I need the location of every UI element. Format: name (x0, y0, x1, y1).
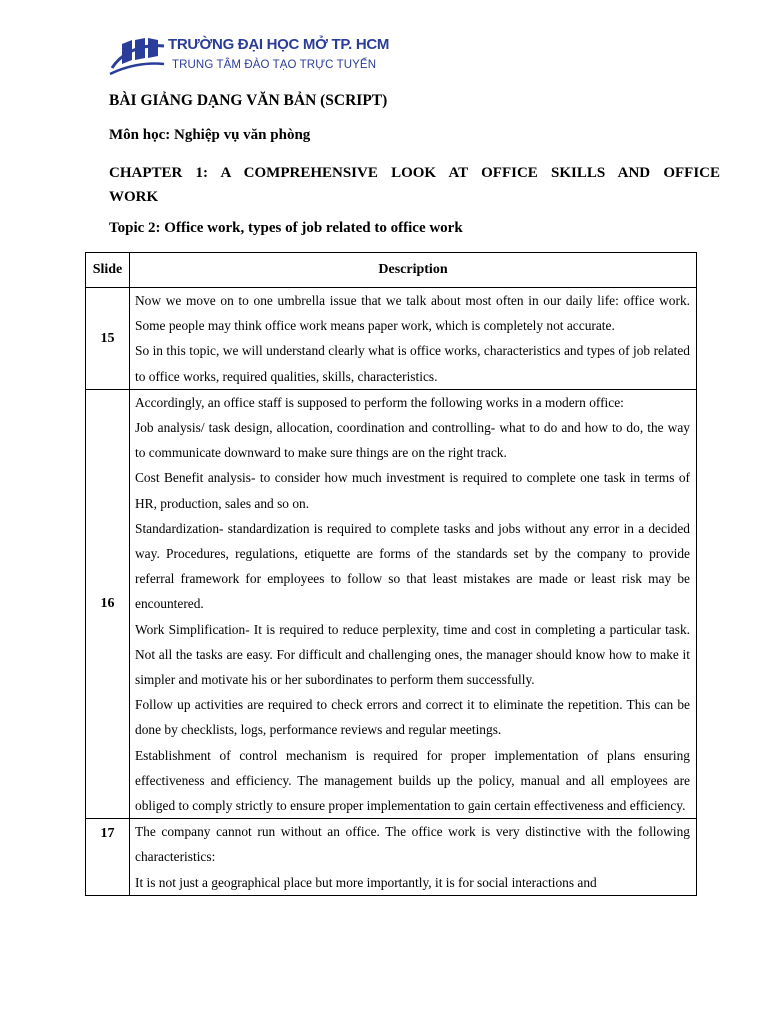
slide-number: 16 (86, 389, 130, 818)
script-table (85, 252, 697, 896)
slide-description (130, 389, 697, 818)
slide-description (130, 288, 697, 390)
document-title: BÀI GIẢNG DẠNG VĂN BẢN (SCRIPT) (109, 92, 388, 109)
description-paragraph: So in this topic, we will understand clearly what is office works, characteristics and types of job related to office works, required qualities, skills, characteristics. (135, 343, 690, 384)
logo-university-name: TRƯỜNG ĐẠI HỌC MỞ TP. HCM (168, 36, 390, 53)
table-row (86, 819, 697, 896)
table-row (86, 288, 697, 390)
topic-heading: Topic 2: Office work, types of job related to office work (109, 220, 463, 236)
slide-number: 17 (86, 819, 130, 896)
slide-description (130, 819, 697, 896)
description-paragraph: Follow up activities are required to check errors and correct it to eliminate the repetition. This can be done by checklists, logs, performance reviews and regular meetings. (135, 697, 690, 738)
description-paragraph: Cost Benefit analysis- to consider how much investment is required to complete one task in terms of HR, production, sales and so on. (135, 470, 690, 511)
table-header-row (86, 253, 697, 288)
description-paragraph: Establishment of control mechanism is required for proper implementation of plans ensuring effectiveness and efficiency. The management builds up the policy, manual and all employees are obliged to comply strictly to ensure proper implementation to gain certain effectiveness and efficiency. (135, 747, 690, 814)
slide-number: 15 (86, 288, 130, 390)
description-paragraph: Job analysis/ task design, allocation, coordination and controlling- what to do and how to do, the way to communicate downward to make sure things are on the right track. (135, 420, 690, 461)
description-paragraph: Now we move on to one umbrella issue that we talk about most often in our daily life: office work. Some people may think office work means paper work, which is completely not accurate. (135, 293, 690, 334)
description-paragraph: It is not just a geographical place but more importantly, it is for social interactions and (135, 874, 597, 890)
description-paragraph: Work Simplification- It is required to reduce perplexity, time and cost in completing a particular task. Not all the tasks are easy. For difficult and challenging ones, the manager should know how to make it simpler and motivate his or her subordinates to perform them successfully. (135, 621, 690, 688)
logo-emblem-icon (108, 34, 166, 80)
logo-center-name: TRUNG TÂM ĐÀO TẠO TRỰC TUYẾN (172, 59, 377, 71)
chapter-heading-line1: CHAPTER 1: A COMPREHENSIVE LOOK AT OFFICE SKILLS AND OFFICE (109, 165, 720, 181)
description-column-header: Description (130, 253, 697, 288)
subject-heading: Môn học: Nghiệp vụ văn phòng (109, 127, 311, 143)
university-logo (108, 34, 390, 80)
slide-column-header: Slide (86, 253, 130, 288)
description-paragraph: Standardization- standardization is required to complete tasks and jobs without any error in a decided way. Procedures, regulations, etiquette are forms of the standards set by the company to provide referral framework for employees to follow so that least mistakes are made or least risk may be encountered. (135, 520, 690, 612)
description-paragraph: The company cannot run without an office. The office work is very distinctive with the following characteristics: (135, 824, 690, 865)
description-paragraph: Accordingly, an office staff is supposed to perform the following works in a modern office: (135, 394, 624, 410)
table-row (86, 389, 697, 818)
chapter-heading-line2: WORK (109, 189, 159, 205)
